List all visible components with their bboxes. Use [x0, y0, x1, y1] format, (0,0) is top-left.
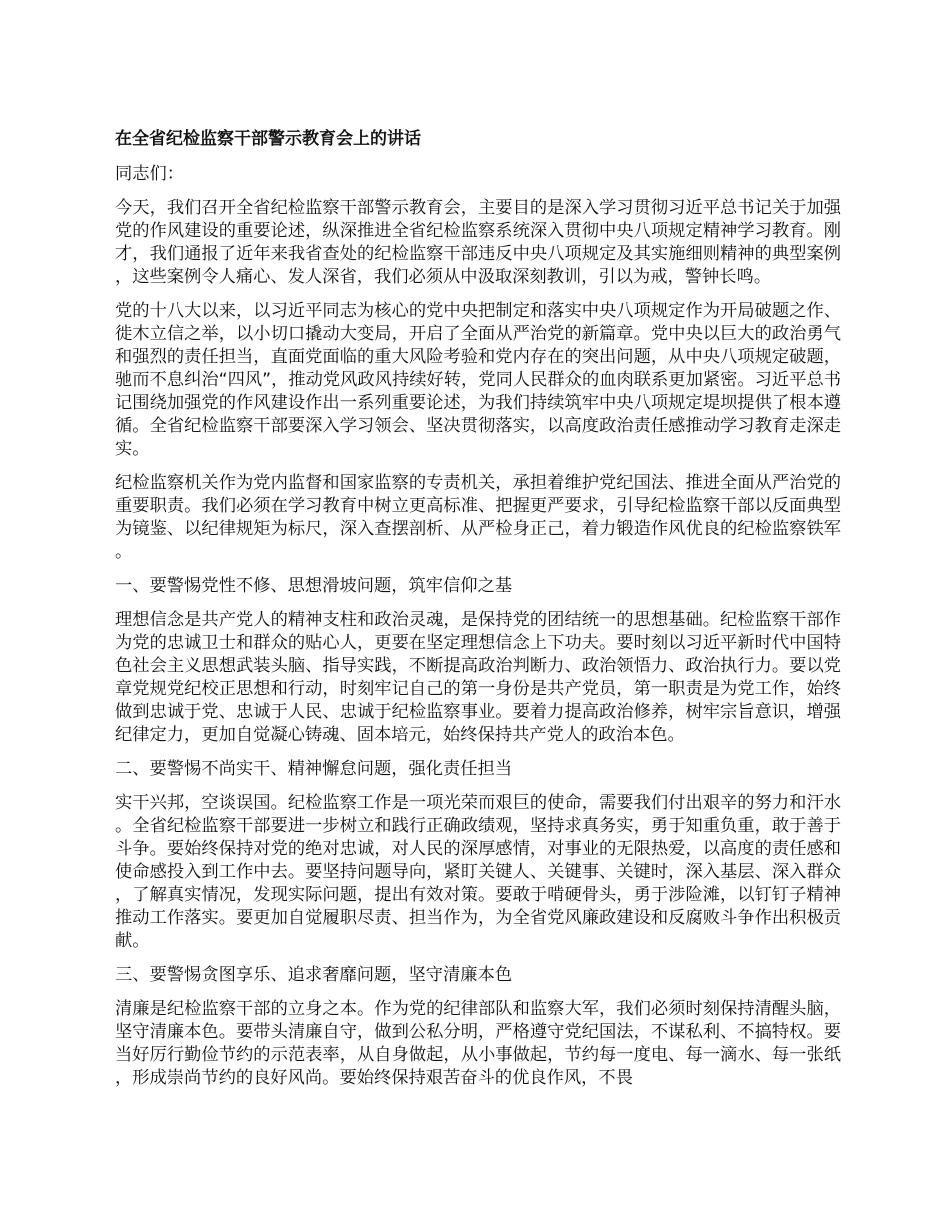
section-heading-1: 一、要警惕党性不修、思想滑坡问题，筑牢信仰之基 — [115, 576, 513, 596]
paragraph-intro: 今天，我们召开全省纪检监察干部警示教育会，主要目的是深入学习贯彻习近平总书记关于加强党的作风建设的重要论述，纵深推进全省纪检监察系统深入贯彻中央八项规定精神学习教育。刚才，我们通报了近年来我省查处的纪检监察干部违反中央八项规定及其实施细则精神的典型案例，这些案例令人痛心、发人深省，我们必须从中汲取深刻教训，引以为戒，警钟长鸣。 — [115, 198, 841, 287]
paragraph: 理想信念是共产党人的精神支柱和政治灵魂，是保持党的团结统一的思想基础。纪检监察干部作为党的忠诚卫士和群众的贴心人，更要在坚定理想信念上下功夫。要时刻以习近平新时代中国特色社会主义思想武装头脑、指导实践，不断提高政治判断力、政治领悟力、政治执行力。要以党章党规党纪校正思想和行动，时刻牢记自己的第一身份是共产党员，第一职责是为党工作，始终做到忠诚于党、忠诚于人民、忠诚于纪检监察事业。要着力提高政治修养，树牢宗旨意识，增强纪律定力，更加自觉凝心铸魂、固本培元，始终保持共产党人的政治本色。 — [115, 610, 841, 745]
document-title: 在全省纪检监察干部警示教育会上的讲话 — [115, 129, 421, 149]
section-heading-2: 二、要警惕不尚实干、精神懈怠问题，强化责任担当 — [115, 759, 513, 779]
paragraph: 清廉是纪检监察干部的立身之本。作为党的纪律部队和监察大军，我们必须时刻保持清醒头脑，坚守清廉本色。要带头清廉自守，做到公私分明，严格遵守党纪国法，不谋私利、不搞特权。要当好厉行勤俭节约的示范表率，从自身做起，从小事做起，节约每一度电、每一滴水、每一张纸，形成崇尚节约的良好风尚。要始终保持艰苦奋斗的优良作风，不畏 — [115, 999, 841, 1088]
salutation: 同志们： — [115, 164, 185, 184]
section-heading-3: 三、要警惕贪图享乐、追求奢靡问题，坚守清廉本色 — [115, 965, 513, 985]
paragraph: 纪检监察机关作为党内监督和国家监察的专责机关，承担着维护党纪国法、推进全面从严治党的重要职责。我们必须在学习教育中树立更高标准、把握更严要求，引导纪检监察干部以反面典型为镜鉴、以纪律规矩为标尺，深入查摆剖析、从严检身正己，着力锻造作风优良的纪检监察铁军。 — [115, 473, 841, 562]
paragraph: 党的十八大以来，以习近平同志为核心的党中央把制定和落实中央八项规定作为开局破题之作、徙木立信之举，以小切口撬动大变局，开启了全面从严治党的新篇章。党中央以巨大的政治勇气和强烈的责任担当，直面党面临的重大风险考验和党内存在的突出问题，从中央八项规定破题，驰而不息纠治“四风”，推动党风政风持续好转，党同人民群众的血肉联系更加紧密。习近平总书记围绕加强党的作风建设作出一系列重要论述，为我们持续筑牢中央八项规定堤坝提供了根本遵循。全省纪检监察干部要深入学习领会、坚决贯彻落实，以高度政治责任感推动学习教育走深走实。 — [115, 301, 841, 459]
paragraph: 实干兴邦，空谈误国。纪检监察工作是一项光荣而艰巨的使命，需要我们付出艰辛的努力和汗水。全省纪检监察干部要进一步树立和践行正确政绩观，坚持求真务实，勇于知重负重，敢于善于斗争。要始终保持对党的绝对忠诚，对人民的深厚感情，对事业的无限热爱，以高度的责任感和使命感投入到工作中去。要坚持问题导向，紧盯关键人、关键事、关键时，深入基层、深入群众，了解真实情况，发现实际问题，提出有效对策。要敢于啃硬骨头，勇于涉险滩，以钉钉子精神推动工作落实。要更加自觉履职尽责、担当作为，为全省党风廉政建设和反腐败斗争作出积极贡献。 — [115, 793, 841, 951]
document-body — [115, 128, 841, 1101]
